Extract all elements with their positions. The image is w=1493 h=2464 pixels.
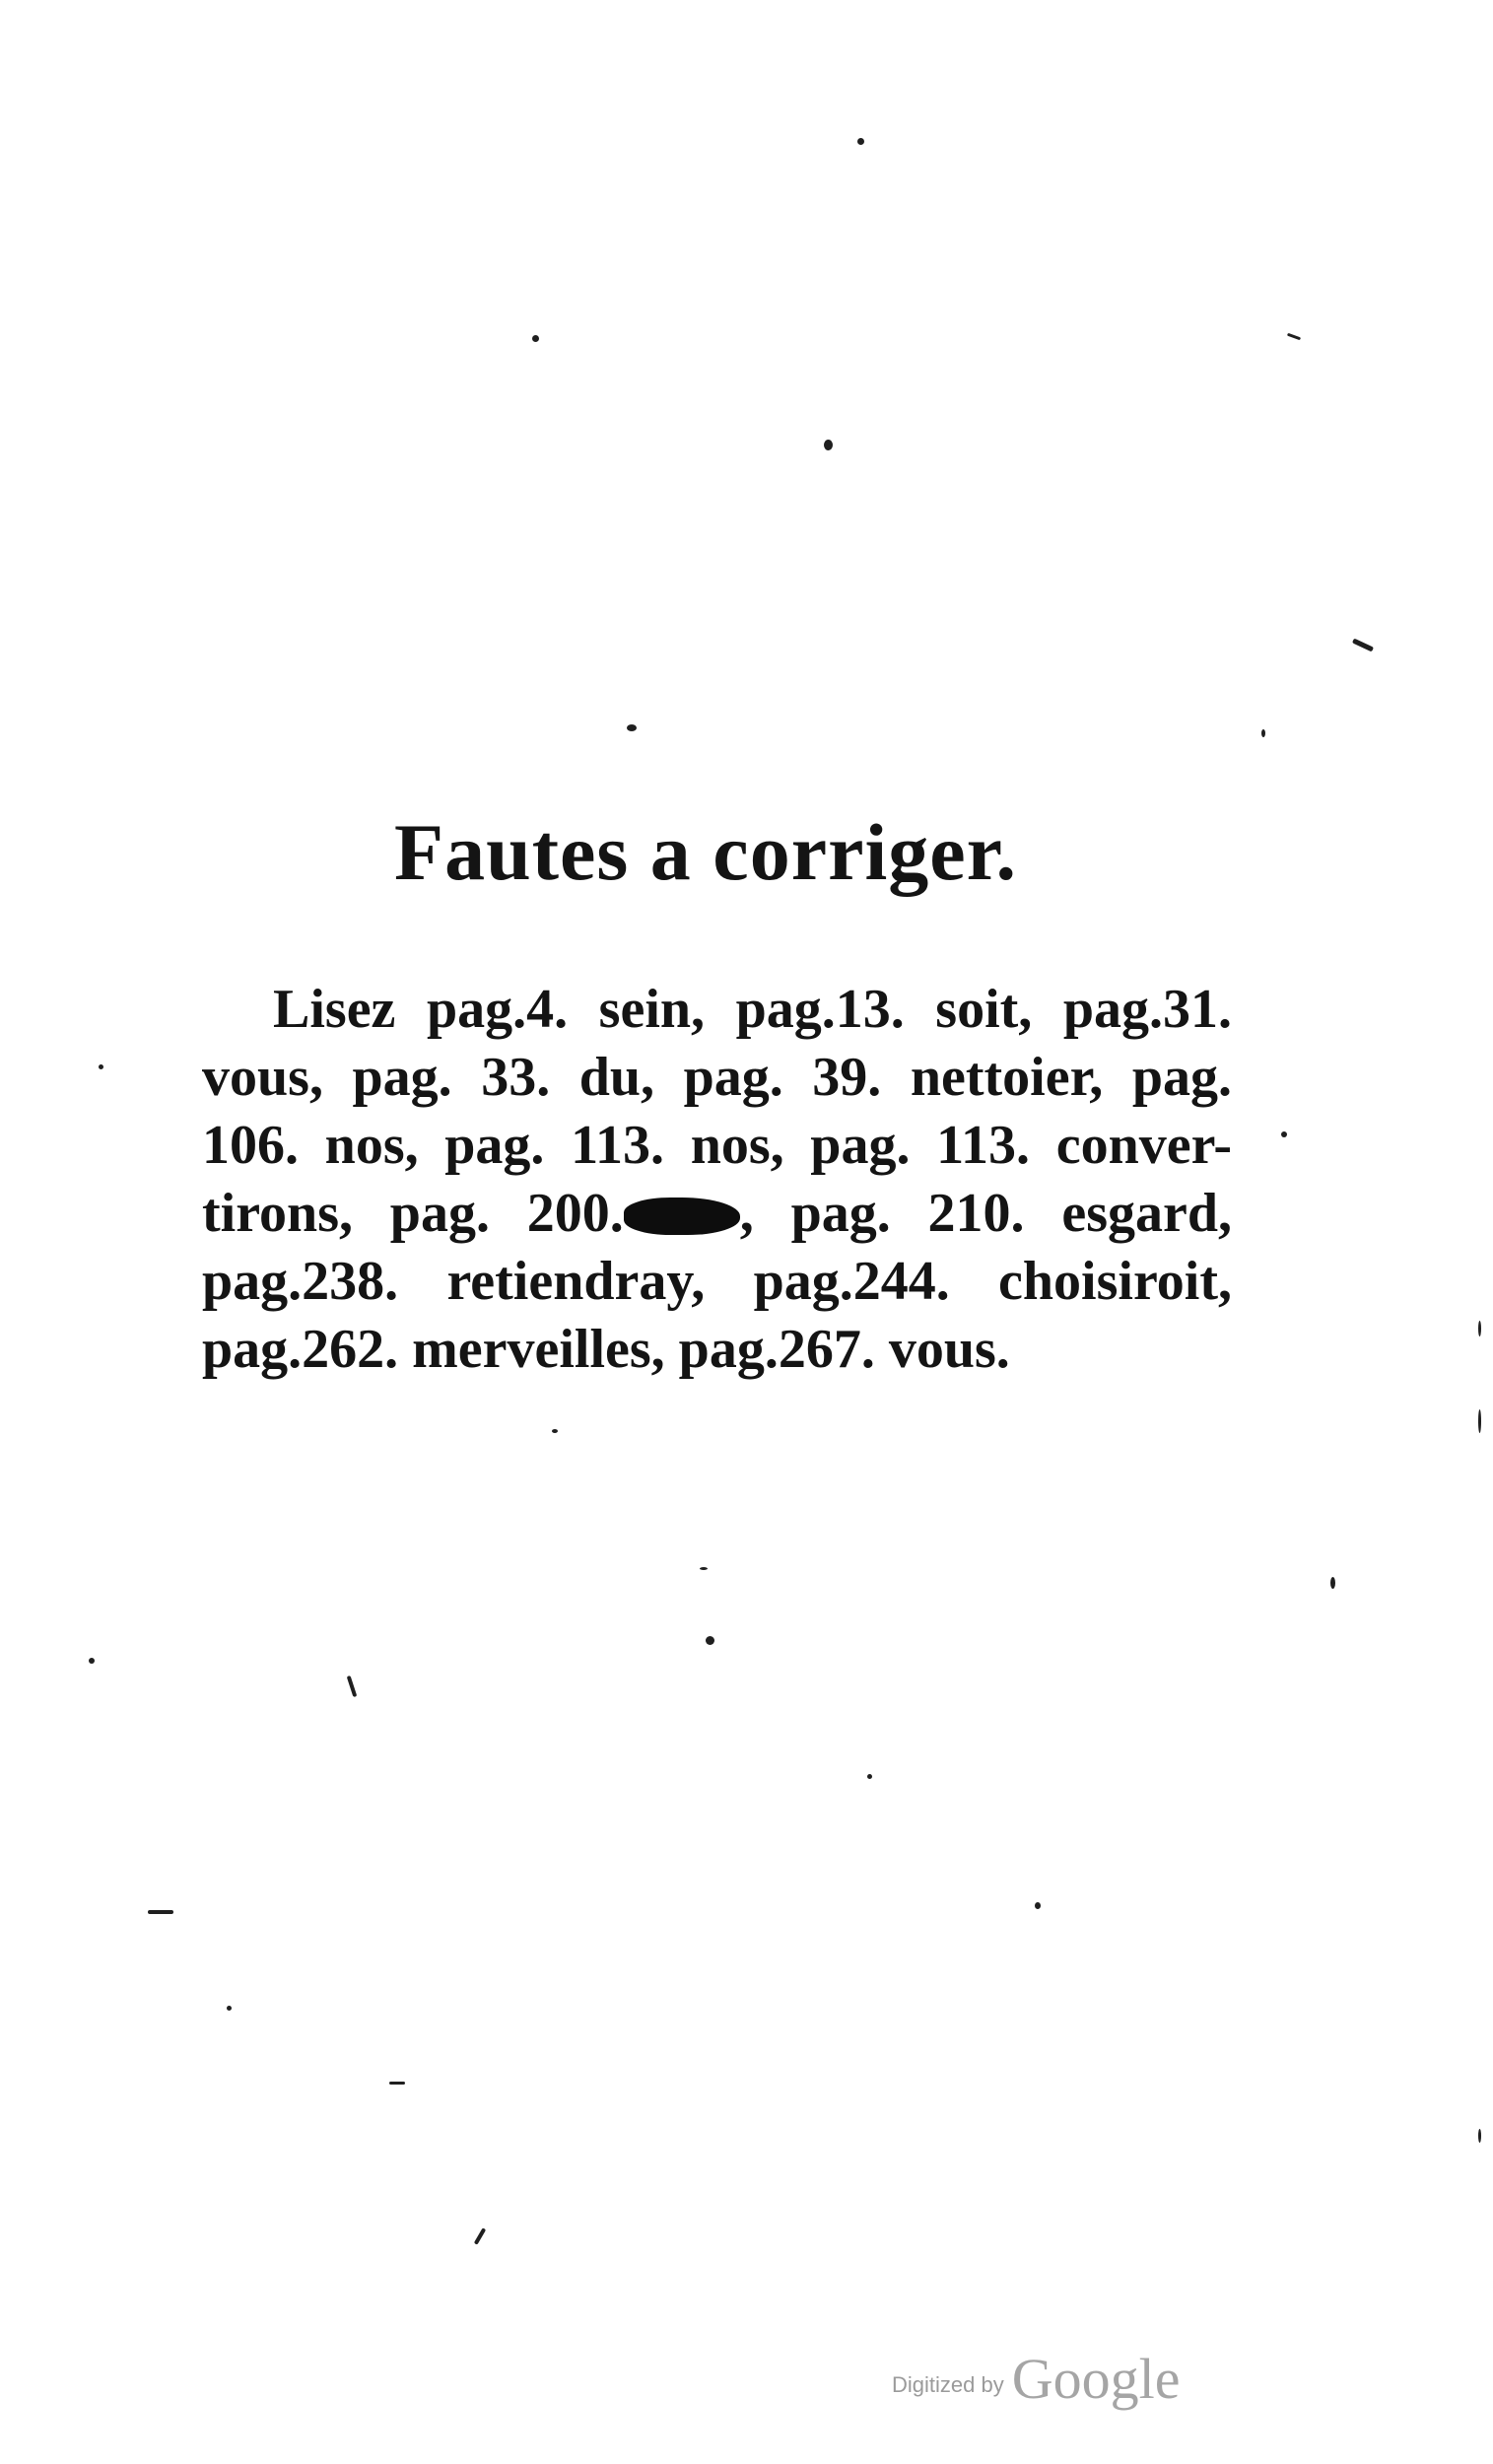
speck bbox=[474, 2227, 486, 2245]
speck bbox=[532, 335, 539, 342]
speck bbox=[389, 2082, 405, 2085]
errata-text: tirons, pag. 200. bbox=[202, 1183, 624, 1244]
speck bbox=[1261, 729, 1265, 737]
ink-blot bbox=[624, 1198, 740, 1235]
speck bbox=[1287, 333, 1301, 341]
speck bbox=[552, 1429, 558, 1433]
errata-line: 106. nos, pag. 113. nos, pag. 113. conver- bbox=[202, 1115, 1232, 1176]
errata-paragraph bbox=[202, 976, 1232, 1384]
speck bbox=[867, 1774, 872, 1779]
digitization-watermark bbox=[892, 2346, 1180, 2412]
speck bbox=[1330, 1577, 1335, 1589]
speck bbox=[1478, 1321, 1481, 1336]
speck bbox=[1478, 1409, 1481, 1433]
speck bbox=[89, 1658, 95, 1664]
speck bbox=[1281, 1131, 1287, 1137]
speck bbox=[706, 1636, 714, 1645]
watermark-prefix: Digitized by bbox=[892, 2372, 1004, 2397]
speck bbox=[857, 138, 864, 145]
page-title: Fautes a corriger. bbox=[394, 807, 1018, 897]
errata-line bbox=[202, 1180, 1232, 1248]
speck bbox=[227, 2006, 232, 2011]
speck bbox=[824, 440, 833, 450]
speck bbox=[700, 1567, 708, 1570]
speck bbox=[1478, 2129, 1481, 2143]
errata-text: , pag. 210. esgard, bbox=[739, 1183, 1232, 1244]
speck bbox=[148, 1910, 173, 1914]
errata-line: Lisez pag.4. sein, pag.13. soit, pag.31. bbox=[273, 979, 1232, 1040]
errata-line: pag.238. retiendray, pag.244. choisiroit, bbox=[202, 1251, 1232, 1312]
errata-line: pag.262. merveilles, pag.267. vous. bbox=[202, 1319, 1010, 1380]
speck bbox=[1352, 639, 1374, 652]
speck bbox=[627, 724, 637, 731]
google-logo: Google bbox=[1011, 2347, 1181, 2411]
speck bbox=[347, 1676, 358, 1697]
errata-line: vous, pag. 33. du, pag. 39. nettoier, pag. bbox=[202, 1047, 1232, 1108]
speck bbox=[99, 1064, 103, 1069]
speck bbox=[1035, 1902, 1041, 1909]
